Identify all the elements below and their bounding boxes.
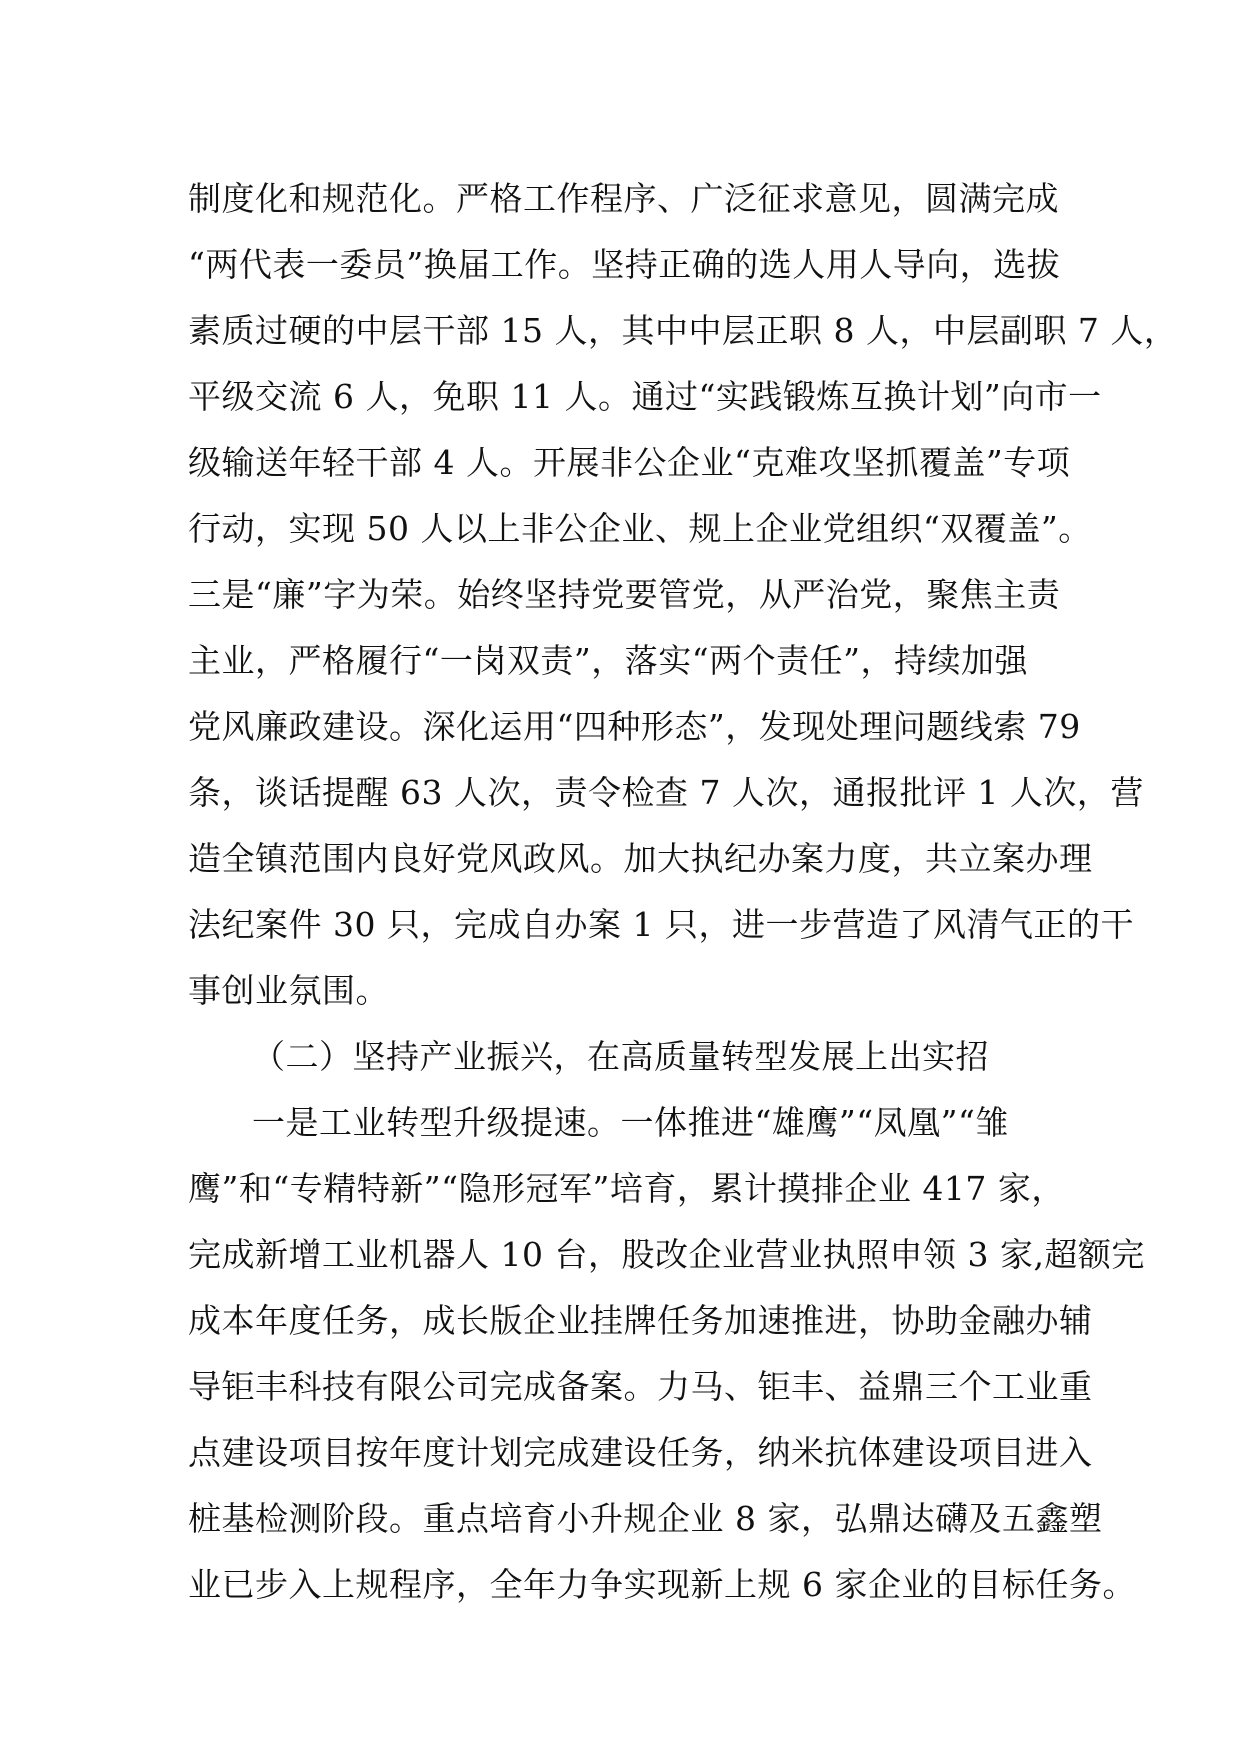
paragraph-heading-line: （二）坚持产业振兴，在高质量转型发展上出实招: [252, 1037, 989, 1076]
text-line: 条，谈话提醒 63 人次，责令检查 7 人次，通报批评 1 人次，营: [188, 773, 1144, 812]
text-line: “两代表一委员”换届工作。坚持正确的选人用人导向，选拔: [188, 245, 1061, 284]
text-line: 导钜丰科技有限公司完成备案。力马、钜丰、益鼎三个工业重: [188, 1367, 1093, 1406]
text-line: 制度化和规范化。严格工作程序、广泛征求意见，圆满完成: [188, 179, 1059, 218]
text-line: 成本年度任务，成长版企业挂牌任务加速推进，协助金融办辅: [188, 1301, 1093, 1340]
text-line: 业已步入上规程序，全年力争实现新上规 6 家企业的目标任务。: [188, 1565, 1136, 1604]
text-line: 平级交流 6 人，免职 11 人。通过“实践锻炼互换计划”向市一: [188, 377, 1102, 416]
text-line: 点建设项目按年度计划完成建设任务，纳米抗体建设项目进入: [188, 1433, 1093, 1472]
paragraph-heading-line: 一是工业转型升级提速。一体推进“雄鹰”“凤凰”“雏: [252, 1103, 1009, 1142]
text-line: 行动，实现 50 人以上非公企业、规上企业党组织“双覆盖”。: [188, 509, 1092, 548]
text-line: 法纪案件 30 只，完成自办案 1 只，进一步营造了风清气正的干: [188, 905, 1134, 944]
text-line: 主业，严格履行“一岗双责”，落实“两个责任”，持续加强: [188, 641, 1028, 680]
body-text: [188, 166, 1178, 1618]
text-line: 三是“廉”字为荣。始终坚持党要管党，从严治党，聚焦主责: [188, 575, 1061, 614]
text-line: 党风廉政建设。深化运用“四种形态”，发现处理问题线索 79: [188, 707, 1081, 746]
text-line: 素质过硬的中层干部 15 人，其中中层正职 8 人，中层副职 7 人，: [188, 311, 1178, 350]
text-line: 造全镇范围内良好党风政风。加大执纪办案力度，共立案办理: [188, 839, 1093, 878]
text-line: 桩基检测阶段。重点培育小升规企业 8 家，弘鼎达礴及五鑫塑: [188, 1499, 1103, 1538]
text-line: 级输送年轻干部 4 人。开展非公企业“克难攻坚抓覆盖”专项: [188, 443, 1071, 482]
text-line: 鹰”和“专精特新”“隐形冠军”培育，累计摸排企业 417 家，: [188, 1169, 1065, 1208]
text-line: 事创业氛围。: [188, 971, 389, 1010]
text-line: 完成新增工业机器人 10 台，股改企业营业执照申领 3 家,超额完: [188, 1235, 1145, 1274]
